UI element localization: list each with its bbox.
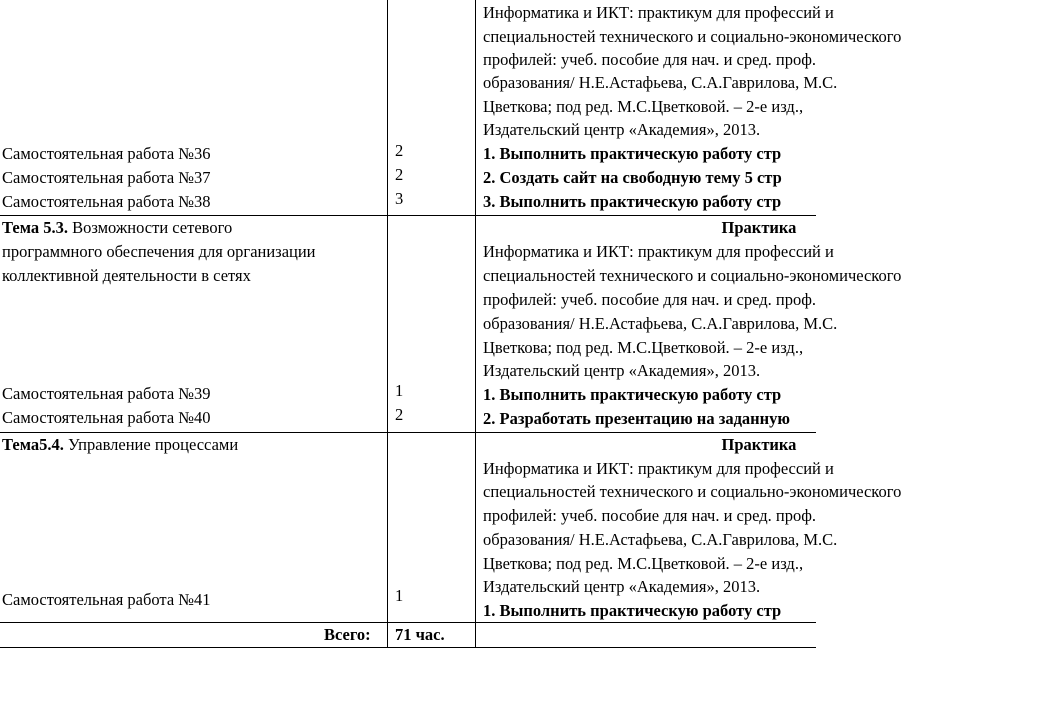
row-divider-2 — [0, 432, 816, 433]
practice-label: Практика — [721, 218, 797, 237]
book-reference-line: Цветкова; под ред. М.С.Цветковой. – 2-е изд., — [483, 338, 804, 357]
task-item: 2. Создать сайт на свободную тему 5 стр — [483, 168, 782, 187]
task-item: 2. Разработать презентацию на заданную — [483, 409, 791, 428]
task-item: 1. Выполнить практическую работу стр — [483, 601, 782, 620]
book-reference-line: специальностей технического и социально-экономического — [483, 482, 902, 501]
book-reference-line: Информатика и ИКТ: практикум для профессий и — [483, 459, 834, 478]
topic-text-line: коллективной деятельности в сетях — [2, 266, 251, 285]
hours-value: 2 — [395, 141, 404, 160]
book-reference-line: Издательский центр «Академия», 2013. — [483, 120, 761, 139]
work-item: Самостоятельная работа №37 — [2, 168, 211, 187]
work-item: Самостоятельная работа №41 — [2, 590, 211, 609]
book-reference-line: Цветкова; под ред. М.С.Цветковой. – 2-е изд., — [483, 97, 804, 116]
topic-number: Тема5.4. — [2, 435, 64, 454]
work-item: Самостоятельная работа №39 — [2, 384, 211, 403]
hours-value: 2 — [395, 165, 404, 184]
book-reference-line: специальностей технического и социально-экономического — [483, 266, 902, 285]
task-item: 1. Выполнить практическую работу стр — [483, 144, 782, 163]
row-divider-3 — [0, 622, 816, 623]
total-label: Всего: — [324, 625, 371, 644]
task-item: 3. Выполнить практическую работу стр — [483, 192, 782, 211]
book-reference-line: профилей: учеб. пособие для нач. и сред. проф. — [483, 290, 817, 309]
book-reference-line: Цветкова; под ред. М.С.Цветковой. – 2-е изд., — [483, 554, 804, 573]
column-divider-1 — [387, 0, 388, 648]
topic-text: Возможности сетевого — [67, 218, 233, 237]
work-item: Самостоятельная работа №36 — [2, 144, 211, 163]
hours-value: 1 — [395, 586, 404, 605]
topic-text: Управление процессами — [63, 435, 239, 454]
topic-number: Тема 5.3. — [2, 218, 68, 237]
practice-label: Практика — [721, 435, 797, 454]
book-reference-line: Информатика и ИКТ: практикум для профессий и — [483, 242, 834, 261]
topic-text-line: программного обеспечения для организации — [2, 242, 316, 261]
task-item: 1. Выполнить практическую работу стр — [483, 385, 782, 404]
hours-value: 1 — [395, 381, 404, 400]
book-reference-line: образования/ Н.Е.Астафьева, С.А.Гаврилова, М.С. — [483, 73, 838, 92]
book-reference-line: образования/ Н.Е.Астафьева, С.А.Гаврилова, М.С. — [483, 314, 838, 333]
work-item: Самостоятельная работа №40 — [2, 408, 211, 427]
work-item: Самостоятельная работа №38 — [2, 192, 211, 211]
topic-title — [2, 434, 238, 456]
table-bottom-border — [0, 647, 816, 648]
book-reference-line: образования/ Н.Е.Астафьева, С.А.Гаврилова, М.С. — [483, 530, 838, 549]
book-reference-line: специальностей технического и социально-экономического — [483, 27, 902, 46]
book-reference-line: профилей: учеб. пособие для нач. и сред. проф. — [483, 50, 817, 69]
column-divider-2 — [475, 0, 476, 648]
hours-value: 2 — [395, 405, 404, 424]
book-reference-line: Информатика и ИКТ: практикум для профессий и — [483, 3, 834, 22]
topic-title — [2, 217, 232, 239]
total-value: 71 час. — [395, 625, 445, 644]
book-reference-line: профилей: учеб. пособие для нач. и сред. проф. — [483, 506, 817, 525]
hours-value: 3 — [395, 189, 404, 208]
row-divider-1 — [0, 215, 816, 216]
book-reference-line: Издательский центр «Академия», 2013. — [483, 361, 761, 380]
book-reference-line: Издательский центр «Академия», 2013. — [483, 577, 761, 596]
